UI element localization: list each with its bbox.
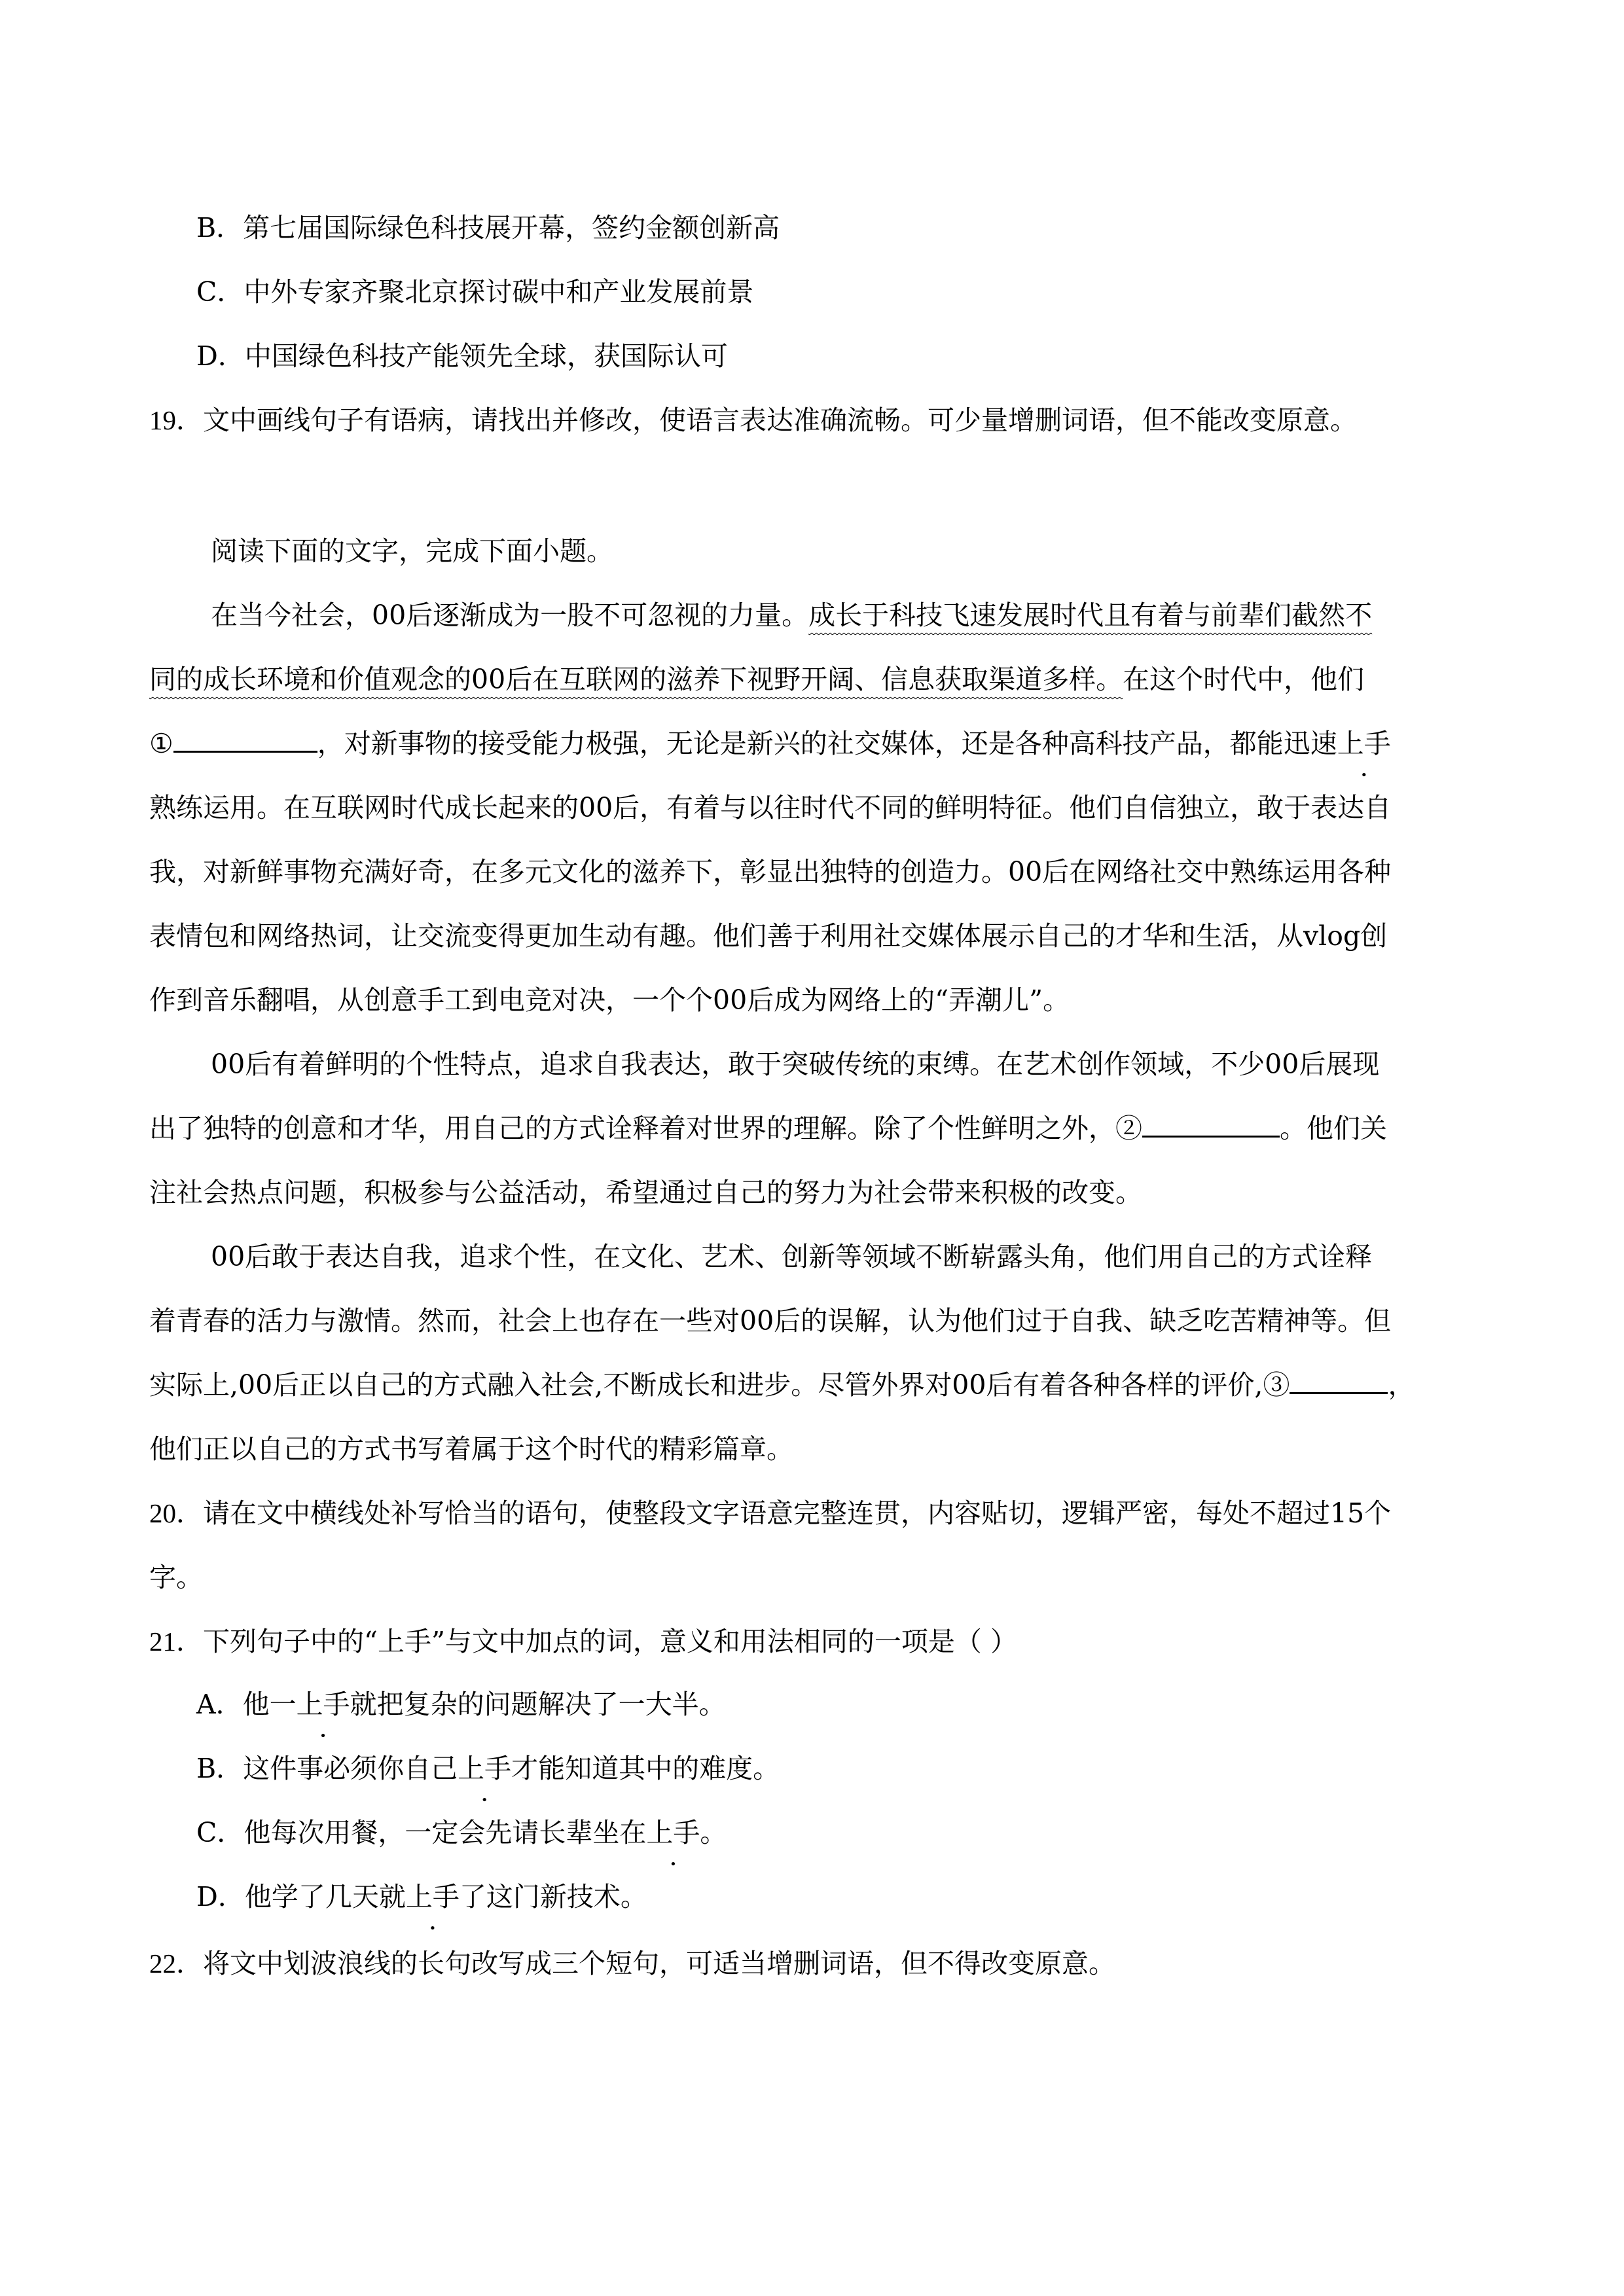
passage-p1-line6: 表情包和网络热词，让交流变得更加生动有趣。他们善于利用社交媒体展示自己的才华和生活，从vlog创 bbox=[149, 920, 1388, 952]
option-letter: C． bbox=[196, 276, 244, 308]
text-segment: 才能知道其中的难度。 bbox=[511, 1753, 780, 1784]
option-letter: B． bbox=[196, 1753, 244, 1784]
q18-option-c bbox=[196, 272, 753, 312]
passage-p3-line1: 00后敢于表达自我，追求个性，在文化、艺术、创新等领域不断崭露头角，他们用自己的方式诠释 bbox=[211, 1241, 1373, 1272]
wavy-underlined-sentence: 成长于科技飞速发展时代且有着与前辈们截然不 bbox=[808, 600, 1373, 631]
fill-blank-3[interactable] bbox=[1290, 1366, 1388, 1394]
question-20 bbox=[149, 1494, 1391, 1533]
question-text: 将文中划波浪线的长句改写成三个短句，可适当增删词语，但不得改变原意。 bbox=[203, 1948, 1115, 1979]
question-19 bbox=[149, 401, 1357, 440]
option-text: 中外专家齐聚北京探讨碳中和产业发展前景 bbox=[244, 276, 754, 308]
q18-option-b bbox=[196, 208, 780, 247]
text-segment: 他学了几天就 bbox=[244, 1881, 406, 1912]
passage-p2-line1: 00后有着鲜明的个性特点，追求自我表达，敢于突破传统的束缚。在艺术创作领域，不少00后展现 bbox=[211, 1049, 1380, 1080]
passage-p1-line5: 我，对新鲜事物充满好奇，在多元文化的滋养下，彰显出独特的创造力。00后在网络社交中熟练运用各种 bbox=[149, 856, 1392, 888]
q21-option-d[interactable] bbox=[196, 1877, 647, 1916]
option-letter: A． bbox=[196, 1689, 243, 1720]
text-segment: ， bbox=[1388, 1369, 1415, 1401]
dotted-word: 上手 bbox=[405, 1881, 460, 1912]
q18-option-d bbox=[196, 336, 728, 376]
option-text: 第七届国际绿色科技展开幕，签约金额创新高 bbox=[243, 212, 780, 243]
question-21 bbox=[149, 1622, 1017, 1661]
dotted-word: 上手 bbox=[458, 1753, 512, 1784]
fill-blank-1[interactable] bbox=[173, 725, 317, 753]
text-segment: 他一 bbox=[242, 1689, 297, 1720]
question-text: 下列句子中的“上手”与文中加点的词，意义和用法相同的一项是（ ） bbox=[203, 1626, 1017, 1657]
dotted-word: 上手 bbox=[296, 1689, 350, 1720]
text-segment: 他每次用餐，一定会先请长辈坐在 bbox=[244, 1817, 647, 1848]
question-number: 19． bbox=[149, 405, 203, 435]
option-letter: D． bbox=[196, 340, 245, 372]
question-number: 22． bbox=[149, 1948, 203, 1979]
passage-p1-line7: 作到音乐翻唱，从创意手工到电竞对决，一个个00后成为网络上的“弄潮儿”。 bbox=[149, 984, 1070, 1016]
text-segment: 。 bbox=[700, 1817, 727, 1848]
passage-p3-line2: 着青春的活力与激情。然而，社会上也存在一些对00后的误解，认为他们过于自我、缺乏吃苦精神等。但 bbox=[149, 1305, 1392, 1336]
wavy-underlined-sentence: 同的成长环境和价值观念的00后在互联网的滋养下视野开阔、信息获取渠道多样。 bbox=[149, 664, 1123, 695]
question-text: 请在文中横线处补写恰当的语句，使整段文字语意完整连贯，内容贴切，逻辑严密，每处不超过15个 bbox=[203, 1498, 1392, 1529]
q21-option-b[interactable] bbox=[196, 1749, 780, 1788]
text-segment: 了这门新技术。 bbox=[459, 1881, 647, 1912]
blank-marker-3: ③ bbox=[1263, 1369, 1290, 1401]
passage-instruction: 阅读下面的文字，完成下面小题。 bbox=[211, 535, 613, 567]
text-segment: 在这个时代中，他们 bbox=[1123, 664, 1365, 695]
text-segment: 这件事必须你自己 bbox=[243, 1753, 458, 1784]
blank-marker-1: ① bbox=[149, 728, 173, 759]
question-number: 21． bbox=[149, 1626, 203, 1657]
text-segment: 出了独特的创意和才华，用自己的方式诠释着对世界的理解。除了个性鲜明之外， bbox=[149, 1113, 1115, 1144]
fill-blank-2[interactable] bbox=[1142, 1109, 1280, 1138]
passage-p3-line3 bbox=[149, 1365, 1415, 1405]
question-number: 20． bbox=[149, 1498, 203, 1528]
question-text: 文中画线句子有语病，请找出并修改，使语言表达准确流畅。可少量增删词语，但不能改变原意。 bbox=[203, 404, 1357, 436]
question-20-cont: 字。 bbox=[149, 1562, 203, 1593]
q21-option-c[interactable] bbox=[196, 1813, 727, 1852]
option-letter: D． bbox=[196, 1881, 245, 1912]
option-text: 中国绿色科技产能领先全球，获国际认可 bbox=[244, 340, 728, 372]
q21-option-a[interactable] bbox=[196, 1685, 726, 1724]
text-segment: ，对新事物的接受能力极强，无论是新兴的社交媒体，还是各种高科技产品，都能迅速 bbox=[317, 728, 1337, 759]
passage-p2-line2 bbox=[149, 1109, 1387, 1148]
passage-p1-line1 bbox=[211, 596, 1372, 635]
passage-p3-line4: 他们正以自己的方式书写着属于这个时代的精彩篇章。 bbox=[149, 1433, 793, 1465]
text-segment: 。他们关 bbox=[1280, 1113, 1387, 1144]
text-segment: 在当今社会，00后逐渐成为一股不可忽视的力量。 bbox=[211, 600, 809, 631]
text-segment: 实际上,00后正以自己的方式融入社会,不断成长和进步。尽管外界对00后有着各种各样的评价, bbox=[149, 1369, 1263, 1401]
passage-p2-line3: 注社会热点问题，积极参与公益活动，希望通过自己的努力为社会带来积极的改变。 bbox=[149, 1177, 1142, 1208]
text-segment: 就把复杂的问题解决了一大半。 bbox=[350, 1689, 726, 1720]
passage-p1-line3 bbox=[149, 724, 1391, 763]
blank-marker-2: ② bbox=[1115, 1113, 1142, 1144]
passage-p1-line4: 熟练运用。在互联网时代成长起来的00后，有着与以往时代不同的鲜明特征。他们自信独立，敢于表达自 bbox=[149, 792, 1392, 823]
passage-p1-line2 bbox=[149, 660, 1364, 699]
question-22 bbox=[149, 1944, 1115, 1983]
dotted-word: 上手 bbox=[646, 1817, 700, 1848]
dotted-word: 上手 bbox=[1337, 728, 1391, 759]
option-letter: B． bbox=[196, 212, 244, 243]
option-letter: C． bbox=[196, 1817, 244, 1848]
